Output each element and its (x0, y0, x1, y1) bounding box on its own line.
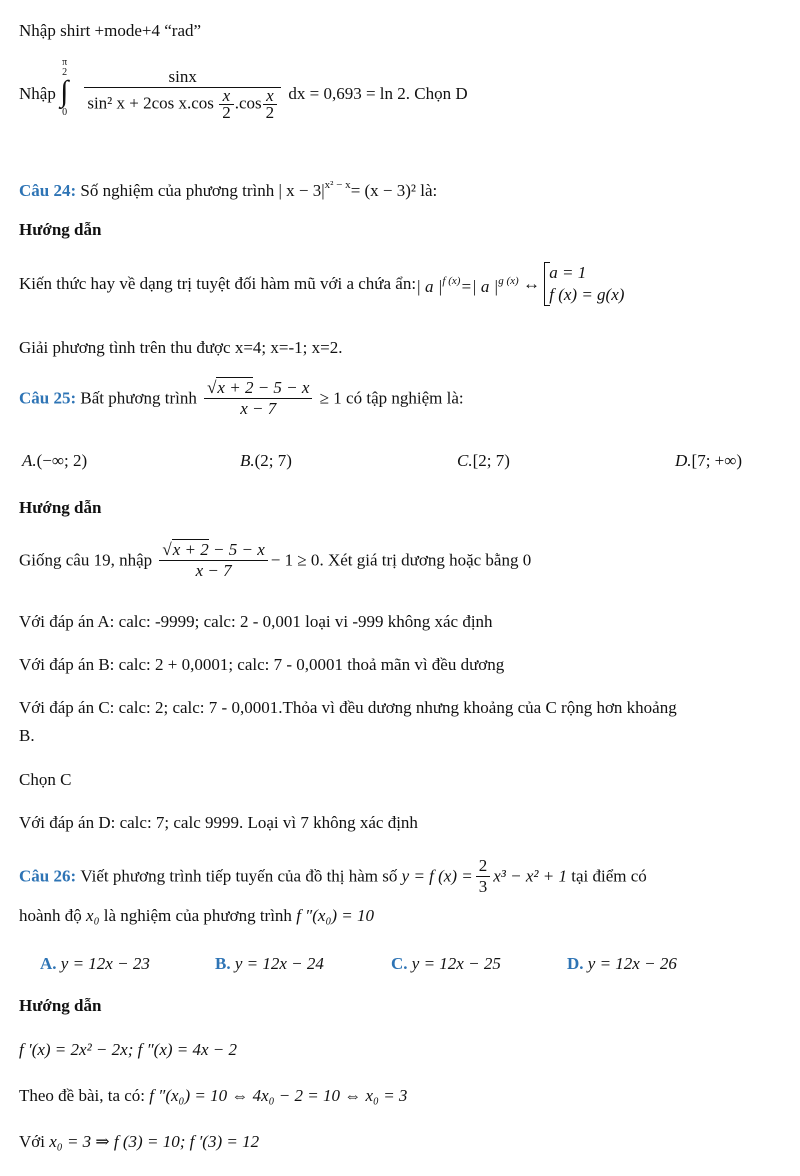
q26-l2-x0: x₀ (86, 906, 100, 925)
question-24-tail: là: (420, 181, 438, 200)
guide-25-tail: . Xét giá trị dương hoặc bằng 0 (319, 550, 532, 570)
integrand-numerator: sinx (84, 67, 281, 88)
answer-b-check: Với đáp án B: calc: 2 + 0,0001; calc: 7 - 0,0001 thoả mãn vì đều dương (19, 655, 505, 674)
q26-l2-pre: hoành độ (19, 906, 82, 925)
q25-denominator: x − 7 (240, 399, 277, 418)
given-math: f ″(x₀) = 10 ⇔ 4x₀ − 2 = 10 ⇔ x₀ = 3 (149, 1086, 408, 1105)
question-25-text: Bất phương trình (80, 388, 197, 408)
g25-num-rest: − 5 − x (208, 540, 265, 559)
integral-sign: π 2 ∫ 0 (60, 64, 74, 124)
integrand-denominator: sin² x + 2cos x.cos (87, 93, 214, 113)
integrand-fraction (84, 67, 281, 121)
answer-a-check: Với đáp án A: calc: -9999; calc: 2 - 0,001 loại vi -999 không xác định (19, 612, 493, 631)
question-26-text: Viết phương trình tiếp tuyến của đồ thị hàm số (80, 866, 398, 886)
question-26-label: Câu 26: (19, 866, 77, 886)
q25-option-c: C.[2; 7) (457, 451, 510, 470)
q26-option-c: C. y = 12x − 25 (391, 954, 501, 973)
q26-option-b: B. y = 12x − 24 (215, 954, 324, 973)
q26-math-pre: y = f (x) = (401, 866, 473, 886)
integral-upper-den: 2 (62, 67, 68, 78)
guide-25-post: − 1 ≥ 0 (270, 550, 320, 570)
knowledge-cases (544, 262, 624, 306)
question-25-ge: ≥ 1 (319, 388, 342, 408)
q26-math-post: x³ − x² + 1 (493, 866, 567, 886)
q25-option-a: A.(−∞; 2) (22, 451, 88, 470)
line-instruction-mode: Nhập shirt +mode+4 “rad” (19, 21, 202, 40)
q26-option-a: A. y = 12x − 23 (40, 954, 150, 973)
question-25-label: Câu 25: (19, 388, 77, 408)
result-line (19, 1131, 259, 1153)
derivatives-line: f ′(x) = 2x² − 2x; f ″(x) = 4x − 2 (19, 1040, 238, 1059)
half-x-num-2: x (263, 88, 278, 105)
guide-25-line (19, 540, 531, 581)
question-26-tail: tại điểm có (571, 866, 647, 886)
q26-l2-mid: là nghiệm của phương trình (103, 906, 292, 925)
q26-frac-num: 2 (476, 856, 491, 877)
answer-c-check: Với đáp án C: calc: 2; calc: 7 - 0,0001.Thỏa vì đều dương nhưng khoảng của C rộng hơn khoảng (19, 698, 677, 717)
q26-two-thirds (476, 856, 491, 897)
case-2: f (x) = g(x) (549, 285, 625, 304)
question-26-line2 (19, 905, 374, 927)
integral-choice: . Chọn D (405, 84, 468, 103)
question-24-text: Số nghiệm của phương trình (80, 181, 275, 200)
integral-lower: 0 (62, 107, 68, 118)
question-24-label: Câu 24: (19, 181, 77, 200)
integrand-cos: .cos (234, 93, 262, 113)
q26-frac-den: 3 (478, 877, 488, 896)
integral-result: dx = 0,693 = ln 2 (288, 84, 406, 103)
q25-option-b: B.(2; 7) (240, 451, 292, 470)
guide-heading-25: Hướng dẫn (19, 498, 102, 517)
result-math: x₀ = 3 ⇒ f (3) = 10; f ′(3) = 12 (49, 1132, 260, 1151)
half-x-den-1: 2 (222, 103, 231, 122)
q26-l2-math: f ″(x₀) = 10 (296, 906, 374, 925)
half-x-den-2: 2 (265, 103, 275, 122)
g25-denominator: x − 7 (195, 561, 232, 580)
question-24-equation: | $x - 3|^{x^2 - x}= (x - 3)^2$ (278, 179, 417, 200)
g25-sqrt: x + 2 (172, 540, 209, 559)
half-x-num-1: x (219, 88, 234, 105)
solution-24: Giải phương tình trên thu được x=4; x=-1; x=2. (19, 338, 343, 357)
answer-d-check: Với đáp án D: calc: 7; calc 9999. Loại vì 7 không xác định (19, 813, 418, 832)
guide-25-prefix: Giống câu 19, nhập (19, 550, 153, 570)
guide-25-fraction: $\frac{√x + 2 - 5 - x}{x - 7}$ (159, 540, 267, 581)
line-integral (19, 57, 468, 124)
question-25 (19, 378, 464, 419)
case-1: a = 1 (549, 263, 587, 282)
answer-c-check-cont: B. (19, 726, 35, 745)
knowledge-math: | a $|^{f (x)}=|$ a $|^{g (x)}$ (416, 275, 519, 296)
knowledge-arrow: ↔ (522, 274, 540, 293)
knowledge-text: Kiến thức hay về dạng trị tuyệt đối hàm mũ với a chứa ẩn: (19, 274, 417, 293)
given-line (19, 1085, 407, 1107)
q26-option-d: D. y = 12x − 26 (567, 954, 677, 973)
q25-sqrt: x + 2 (217, 378, 254, 397)
integral-prefix: Nhập (19, 84, 56, 103)
guide-heading-24: Hướng dẫn (19, 220, 102, 239)
result-prefix: Với (19, 1132, 45, 1151)
choose-c: Chọn C (19, 770, 72, 789)
integral-upper-num: π (62, 57, 68, 68)
question-24 (19, 174, 437, 202)
question-25-tail: có tập nghiệm là: (346, 388, 464, 408)
question-25-fraction: $\frac{√x + 2 - 5 - x}{x - 7}$ (204, 378, 312, 419)
q25-num-rest: − 5 − x (253, 378, 310, 397)
q25-option-d: D.[7; +∞) (675, 451, 743, 470)
guide-heading-26: Hướng dẫn (19, 996, 102, 1015)
given-prefix: Theo đề bài, ta có: (19, 1086, 146, 1105)
knowledge-line (19, 262, 624, 306)
question-26 (19, 856, 647, 897)
